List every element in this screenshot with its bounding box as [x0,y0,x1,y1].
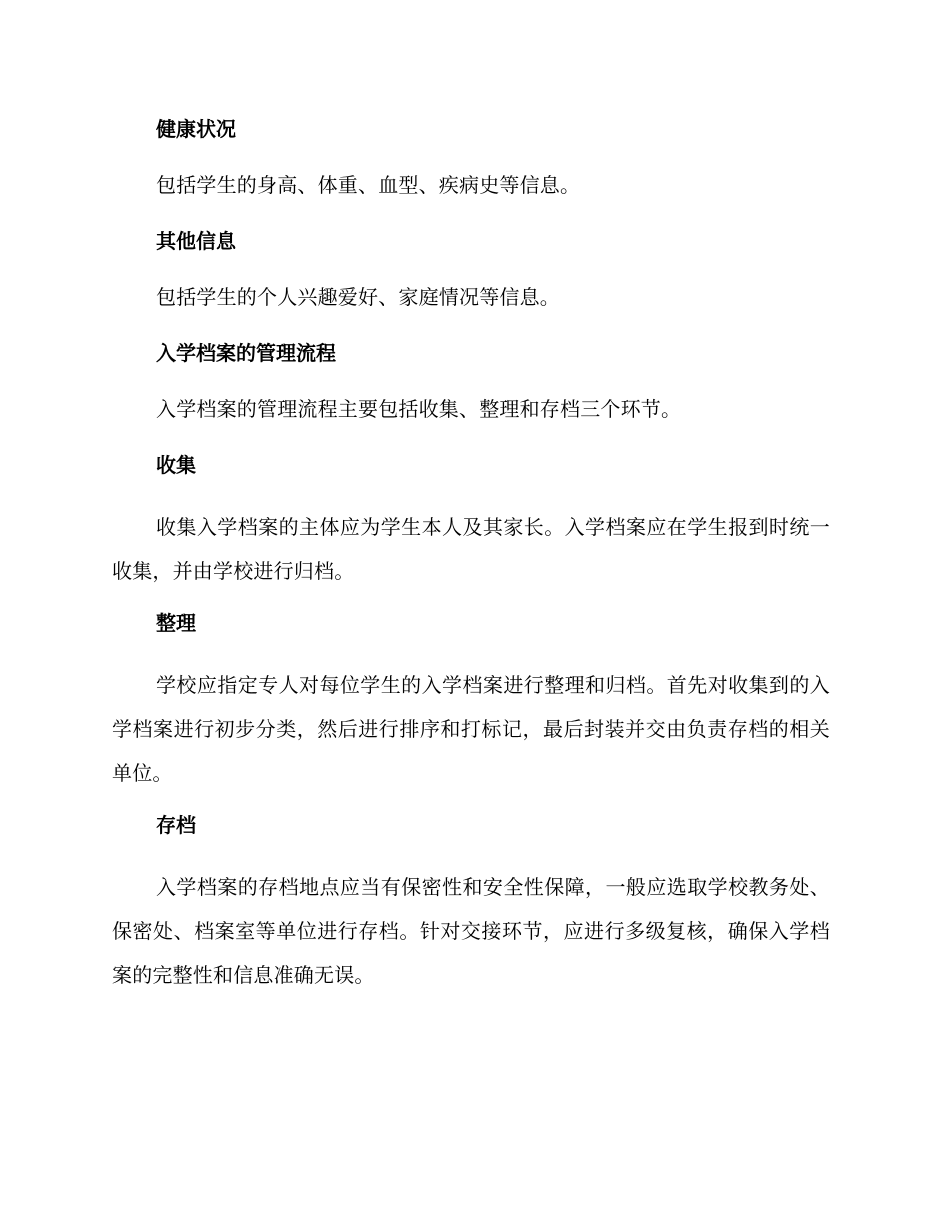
section-heading-organize: 整理 [156,611,196,635]
section-heading-other-info: 其他信息 [156,229,236,253]
section-paragraph-organize: 学校应指定专人对每位学生的入学档案进行整理和归档。首先对收集到的入学档案进行初步分类，然后进行排序和打标记，最后封装并交由负责存档的相关单位。 [112,673,830,785]
section-heading-archive: 存档 [156,813,196,837]
document-body [112,113,830,1011]
section-heading-management-process: 入学档案的管理流程 [156,341,336,365]
section-paragraph-management-process: 入学档案的管理流程主要包括收集、整理和存档三个环节。 [156,397,682,421]
section-paragraph-archive: 入学档案的存档地点应当有保密性和安全性保障，一般应选取学校教务处、保密处、档案室等单位进行存档。针对交接环节，应进行多级复核，确保入学档案的完整性和信息准确无误。 [112,875,830,987]
section-paragraph-other-info: 包括学生的个人兴趣爱好、家庭情况等信息。 [156,285,560,309]
section-heading-health: 健康状况 [156,117,236,141]
section-paragraph-collect: 收集入学档案的主体应为学生本人及其家长。入学档案应在学生报到时统一收集，并由学校进行归档。 [112,515,830,583]
section-heading-collect: 收集 [156,453,196,477]
section-paragraph-health: 包括学生的身高、体重、血型、疾病史等信息。 [156,173,581,197]
